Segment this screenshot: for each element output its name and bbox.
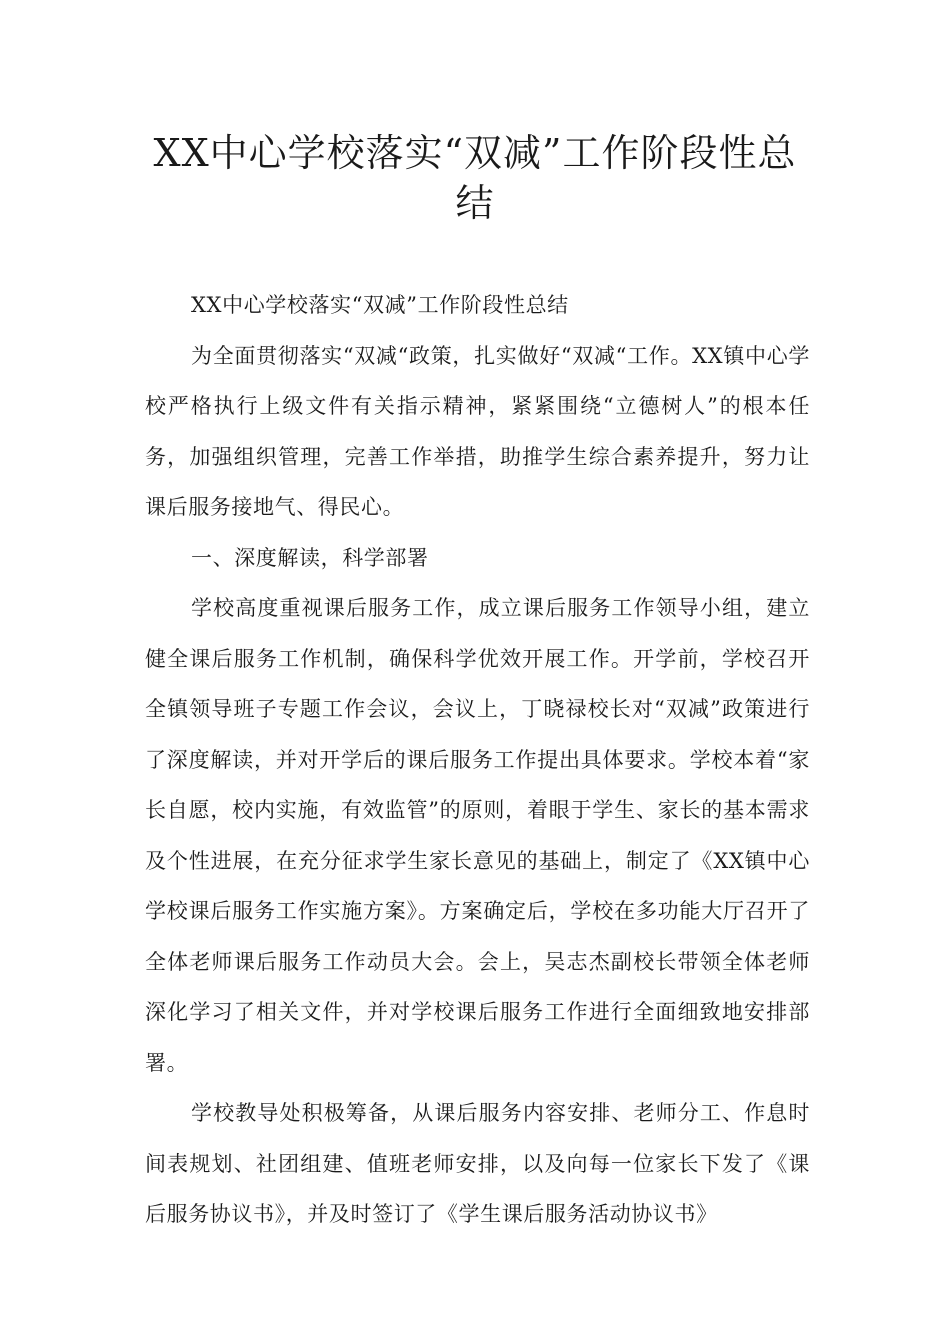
document-title: XX中心学校落实“双减”工作阶段性总结 [153,131,797,225]
body-paragraph: 学校教导处积极筹备，从课后服务内容安排、老师分工、作息时间表规划、社团组建、值班老师安排，以及向每一位家长下发了《课后服务协议书》，并及时签订了《学生课后服务活动协议书》 [145,1101,810,1226]
intro-paragraph: 为全面贯彻落实“双减“政策，扎实做好“双减“工作。XX镇中心学校严格执行上级文件有关指示精神，紧紧围绕“立德树人”的根本任务，加强组织管理，完善工作举措，助推学生综合素养提升，努力让课后服务接地气、得民心。 [145,343,810,519]
document-body [145,280,810,1240]
subtitle-paragraph: XX中心学校落实“双减”工作阶段性总结 [191,293,569,317]
section-heading: 一、深度解读，科学部署 [191,545,429,570]
body-paragraph: 学校高度重视课后服务工作，成立课后服务工作领导小组，建立健全课后服务工作机制，确保科学优效开展工作。开学前，学校召开全镇领导班子专题工作会议，会议上，丁晓禄校长对“双减”政策进行了深度解读，并对开学后的课后服务工作提出具体要求。学校本着“家长自愿，校内实施，有效监管”的原则，着眼于学生、家长的基本需求及个性进展，在充分征求学生家长意见的基础上，制定了《XX镇中心学校课后服务工作实施方案》。方案确定后，学校在多功能大厅召开了全体老师课后服务工作动员大会。会上，吴志杰副校长带领全体老师深化学习了相关文件，并对学校课后服务工作进行全面细致地安排部署。 [145,596,810,1075]
